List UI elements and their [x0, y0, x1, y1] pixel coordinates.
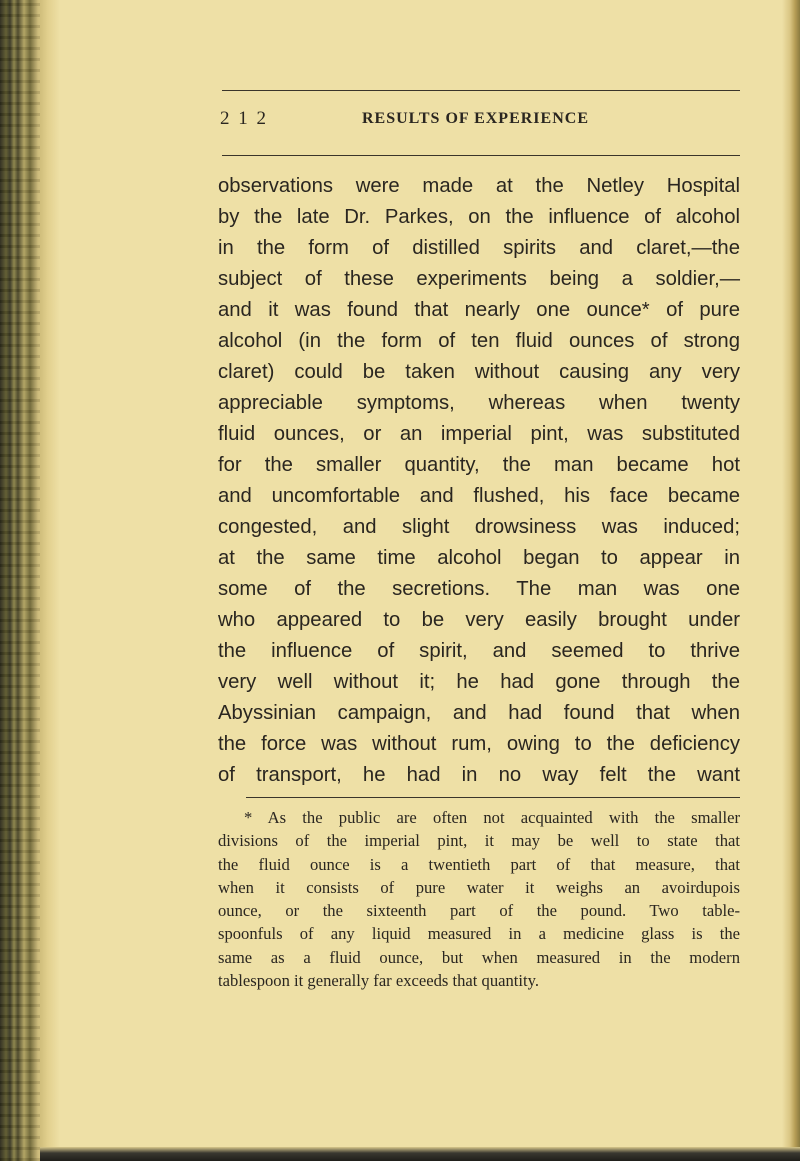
footnote — [218, 806, 740, 992]
body-line: of transport, he had in no way felt the want — [218, 764, 740, 786]
footnote-line: when it consists of pure water it weighs an avoirdupois — [218, 877, 740, 897]
book-binding-edge — [0, 0, 60, 1161]
footnote-line: the fluid ounce is a twentieth part of that measure, that — [218, 854, 740, 874]
footnote-line: same as a fluid ounce, but when measured in the modern — [218, 947, 740, 967]
body-line: very well without it; he had gone through the — [218, 671, 740, 693]
footnote-line: tablespoon it generally far exceeds that quantity. — [218, 971, 540, 991]
body-line: the influence of spirit, and seemed to thrive — [218, 640, 740, 662]
body-line: the force was without rum, owing to the deficiency — [218, 733, 740, 755]
page-number: 2 1 2 — [220, 108, 268, 129]
body-line: fluid ounces, or an imperial pint, was substituted — [218, 423, 740, 445]
body-line: alcohol (in the form of ten fluid ounces of strong — [218, 330, 740, 352]
footnote-line: spoonfuls of any liquid measured in a medicine glass is the — [218, 924, 740, 944]
body-line: congested, and slight drowsiness was induced; — [218, 516, 740, 538]
footnote-line: divisions of the imperial pint, it may be well to state that — [218, 831, 740, 851]
footnote-line: * As the public are often not acquainted with the smaller — [244, 808, 740, 827]
body-line: for the smaller quantity, the man became hot — [218, 454, 740, 476]
body-line: and uncomfortable and flushed, his face became — [218, 485, 740, 507]
body-line: Abyssinian campaign, and had found that when — [218, 702, 740, 724]
footnote-line: ounce, or the sixteenth part of the pound. Two table- — [218, 901, 740, 921]
body-line: and it was found that nearly one ounce* of pure — [218, 299, 740, 321]
footnote-rule — [246, 797, 740, 798]
body-line: by the late Dr. Parkes, on the influence of alcohol — [218, 206, 740, 228]
body-line: some of the secretions. The man was one — [218, 578, 740, 600]
body-paragraph — [218, 171, 740, 791]
body-line: appreciable symptoms, whereas when twenty — [218, 392, 740, 414]
body-line: who appeared to be very easily brought under — [218, 609, 740, 631]
body-line: at the same time alcohol began to appear in — [218, 547, 740, 569]
running-head: RESULTS OF EXPERIENCE — [362, 110, 589, 127]
top-rule — [222, 90, 740, 91]
body-line: in the form of distilled spirits and claret,—the — [218, 237, 740, 259]
page-right-edge — [782, 0, 800, 1161]
body-line: observations were made at the Netley Hospital — [218, 175, 740, 197]
body-line: subject of these experiments being a soldier,— — [218, 268, 740, 290]
page-header — [220, 108, 740, 134]
header-rule — [222, 155, 740, 156]
body-line: claret) could be taken without causing any very — [218, 361, 740, 383]
page-bottom-edge — [40, 1147, 800, 1161]
